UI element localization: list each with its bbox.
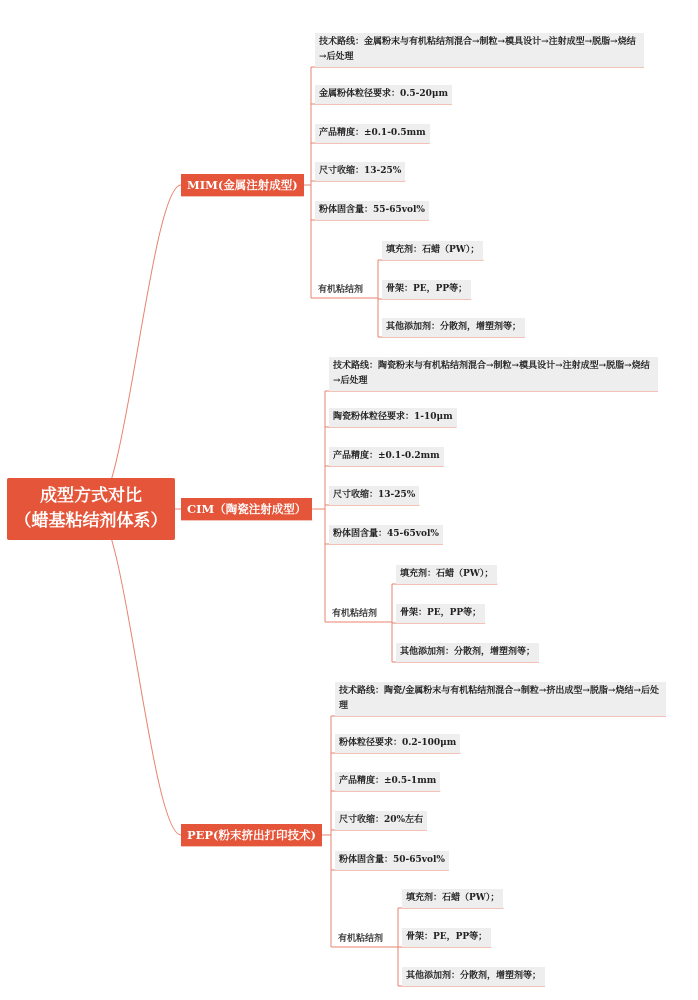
- cim-binder-filler: 填充剂：石蜡（PW）；: [396, 565, 497, 584]
- branch-cim: CIM（陶瓷注射成型）: [181, 498, 312, 520]
- branch-mim: MIM(金属注射成型): [181, 174, 304, 196]
- cim-solid-content: 粉体固含量：45-65vol%: [329, 525, 443, 544]
- root-subtitle: （蜡基粘结剂体系）: [14, 511, 168, 531]
- root-title: 成型方式对比: [40, 486, 142, 506]
- mim-root-link: [95, 185, 181, 509]
- mim-route: 技术路线：金属粉末与有机粘结剂混合→制粒→模具设计→注射成型→脱脂→烧结→后处理: [315, 33, 644, 67]
- cim-route: 技术路线：陶瓷粉末与有机粘结剂混合→制粒→模具设计→注射成型→脱脂→烧结→后处理: [329, 357, 658, 391]
- pep-binder-filler: 填充剂：石蜡（PW）；: [402, 889, 503, 908]
- mim-binder-label: 有机粘结剂: [318, 285, 364, 295]
- pep-route: 技术路线：陶瓷/金属粉末与有机粘结剂混合→制粒→挤出成型→脱脂→烧结→后处理: [335, 682, 666, 716]
- root-node: [7, 478, 175, 540]
- cim-particle-size: 陶瓷粉体粒径要求：1-10μm: [329, 408, 457, 427]
- mim-precision: 产品精度：±0.1-0.5mm: [315, 124, 430, 143]
- mim-particle-size: 金属粉体粒径要求：0.5-20μm: [315, 85, 452, 104]
- pep-binder-skeleton: 骨架：PE，PP等；: [402, 928, 491, 947]
- mim-binder-filler: 填充剂：石蜡（PW）；: [382, 241, 483, 260]
- cim-precision: 产品精度：±0.1-0.2mm: [329, 447, 444, 466]
- mim-solid-content: 粉体固含量：55-65vol%: [315, 201, 429, 220]
- branch-pep: PEP(粉末挤出打印技术): [181, 824, 322, 846]
- mim-binder-additives: 其他添加剂：分散剂，增塑剂等；: [382, 318, 525, 337]
- cim-binder-additives: 其他添加剂：分散剂，增塑剂等；: [396, 643, 539, 662]
- mim-binder-skeleton: 骨架：PE，PP等；: [382, 280, 471, 299]
- pep-binder-additives: 其他添加剂：分散剂，增塑剂等；: [402, 967, 545, 986]
- cim-binder-label: 有机粘结剂: [332, 609, 378, 619]
- pep-precision: 产品精度：±0.5-1mm: [335, 772, 440, 791]
- cim-binder-skeleton: 骨架：PE，PP等；: [396, 604, 485, 623]
- pep-particle-size: 粉体粒径要求：0.2-100μm: [335, 734, 460, 753]
- pep-root-link: [95, 509, 181, 835]
- cim-shrinkage: 尺寸收缩：13-25%: [329, 486, 419, 505]
- mim-shrinkage: 尺寸收缩：13-25%: [315, 162, 405, 181]
- pep-solid-content: 粉体固含量：50-65vol%: [335, 851, 449, 870]
- pep-binder-label: 有机粘结剂: [338, 934, 384, 944]
- pep-shrinkage: 尺寸收缩：20%左右: [335, 811, 427, 830]
